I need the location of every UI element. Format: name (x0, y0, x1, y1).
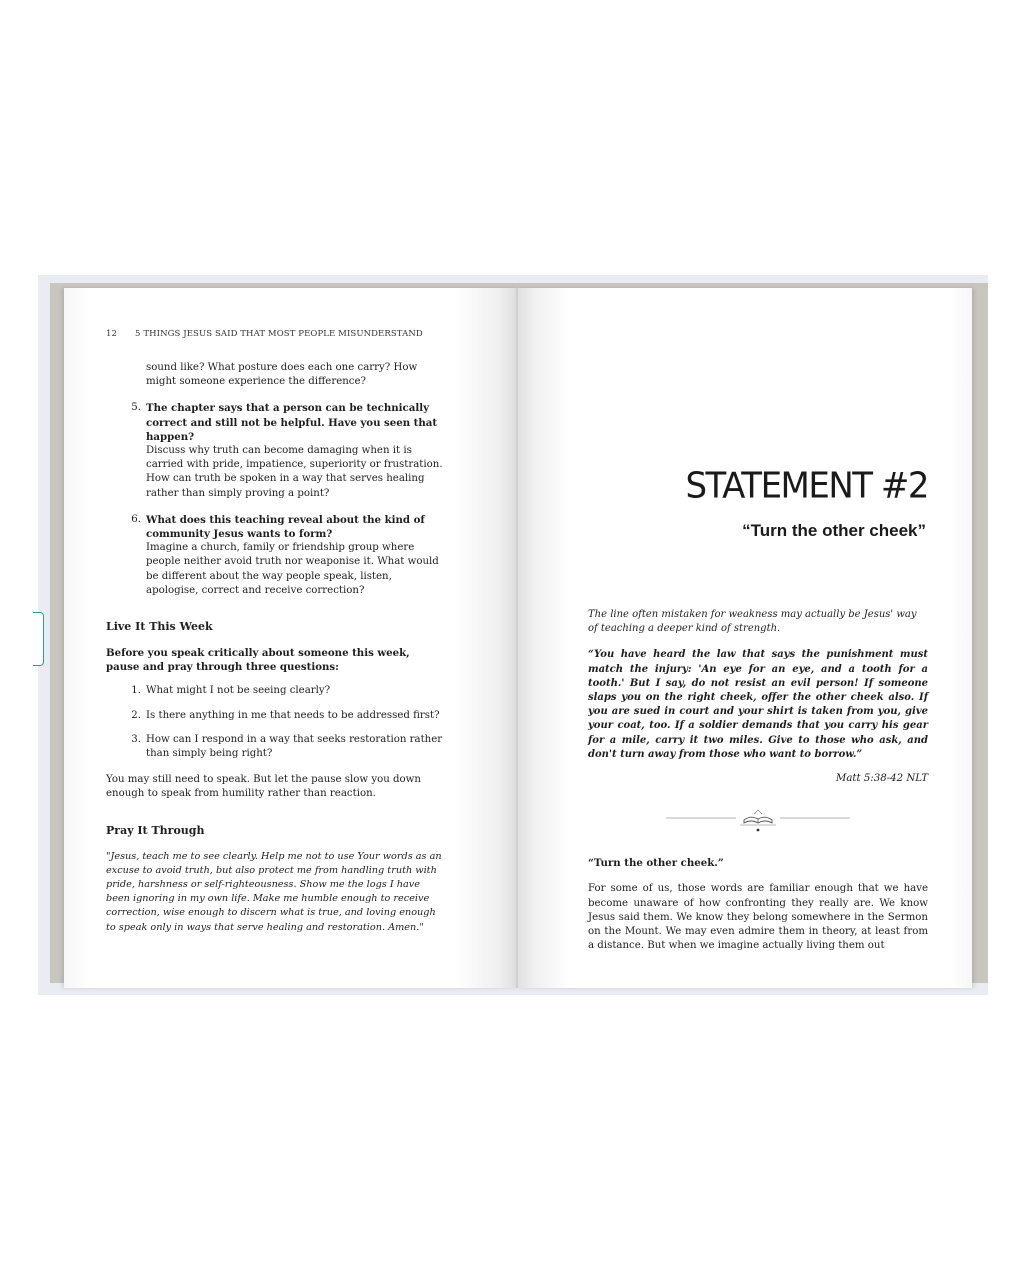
running-header (106, 329, 423, 339)
section-title: “Turn the other cheek.” (588, 857, 724, 870)
question-text: What does this teaching reveal about the kind of community Jesus wants to form? (146, 513, 425, 541)
question-prompt: Imagine a church, family or friendship group where people neither avoid truth nor weaponise it. What would be different about the way people speak, listen, apologise, correct and receive correction? (146, 542, 439, 596)
list-number: 3. (131, 733, 141, 745)
scripture-quote: “You have heard the law that says the punishment must match the injury: 'An eye for an eye, and a tooth for a tooth.' But I say, do not resist an evil person! If someone slaps you on the right cheek, offer the other cheek also. If you are sued in court and your shirt is taken from you, give your coat, too. If a soldier demands that you carry his gear for a mile, carry it two miles. Give to those who ask, and don't turn away from those who want to borrow.” (588, 649, 928, 760)
list-item (106, 709, 444, 723)
list-number: 2. (131, 709, 141, 721)
ornamental-divider (658, 804, 858, 834)
side-tab[interactable] (33, 612, 44, 666)
question-number: 6. (131, 513, 141, 525)
prayer-text: "Jesus, teach me to see clearly. Help me not to use Your words as an excuse to avoid truth, but also protect me from handling truth with pride, harshness or self-righteousness. Show me the logs I have been ignoring in my own life. Make me humble enough to receive correction, wise enough to discern what is true, and loving enough to speak only in ways that serve healing and restoration. Amen." (106, 850, 442, 933)
left-page (64, 288, 518, 988)
book-title-header: 5 THINGS JESUS SAID THAT MOST PEOPLE MISUNDERSTAND (135, 329, 423, 339)
discussion-question (106, 513, 444, 598)
live-it-closing: You may still need to speak. But let the pause slow you down enough to speak from humility rather than reaction. (106, 774, 421, 800)
body-paragraph: For some of us, those words are familiar enough that we have become unaware of how confronting they really are. We know Jesus said them. We know they belong somewhere in the Sermon on the Mount. We may even admire them in theory, at least from a distance. But when we imagine actually living them out (588, 883, 928, 952)
right-page (516, 288, 972, 988)
book-spine (516, 288, 518, 988)
live-it-lead: Before you speak critically about someone this week, pause and pray through three questions: (106, 647, 410, 674)
list-text: What might I not be seeing clearly? (146, 685, 331, 697)
open-book-icon (740, 810, 776, 825)
statement-subtitle: “Turn the other cheek” (742, 521, 926, 540)
left-page-content (106, 361, 444, 935)
pray-heading: Pray It Through (106, 823, 205, 837)
statement-title: STATEMENT #2 (685, 465, 928, 507)
question-text: The chapter says that a person can be technically correct and still not be helpful. Have you seen that happen? (146, 402, 438, 443)
list-text: How can I respond in a way that seeks restoration rather than simply being right? (146, 733, 443, 760)
question-prompt: Discuss why truth can become damaging when it is carried with pride, impatience, superiority or frustration. How can truth be spoken in a way that serves healing rather than simply proving a point? (146, 445, 443, 499)
intro-text: The line often mistaken for weakness may actually be Jesus' way of teaching a deeper kind of strength. (588, 609, 917, 635)
list-item (106, 684, 444, 698)
list-text: Is there anything in me that needs to be addressed first? (146, 709, 440, 721)
discussion-question (106, 401, 444, 500)
live-it-heading: Live It This Week (106, 620, 213, 634)
list-number: 1. (131, 685, 141, 697)
right-page-content (588, 608, 928, 953)
list-item (106, 733, 444, 761)
question-number: 5. (131, 402, 141, 414)
scripture-reference: Matt 5:38-42 NLT (835, 773, 928, 785)
continuation-text: sound like? What posture does each one carry? How might someone experience the difference? (146, 362, 418, 388)
page-number: 12 (106, 329, 118, 339)
